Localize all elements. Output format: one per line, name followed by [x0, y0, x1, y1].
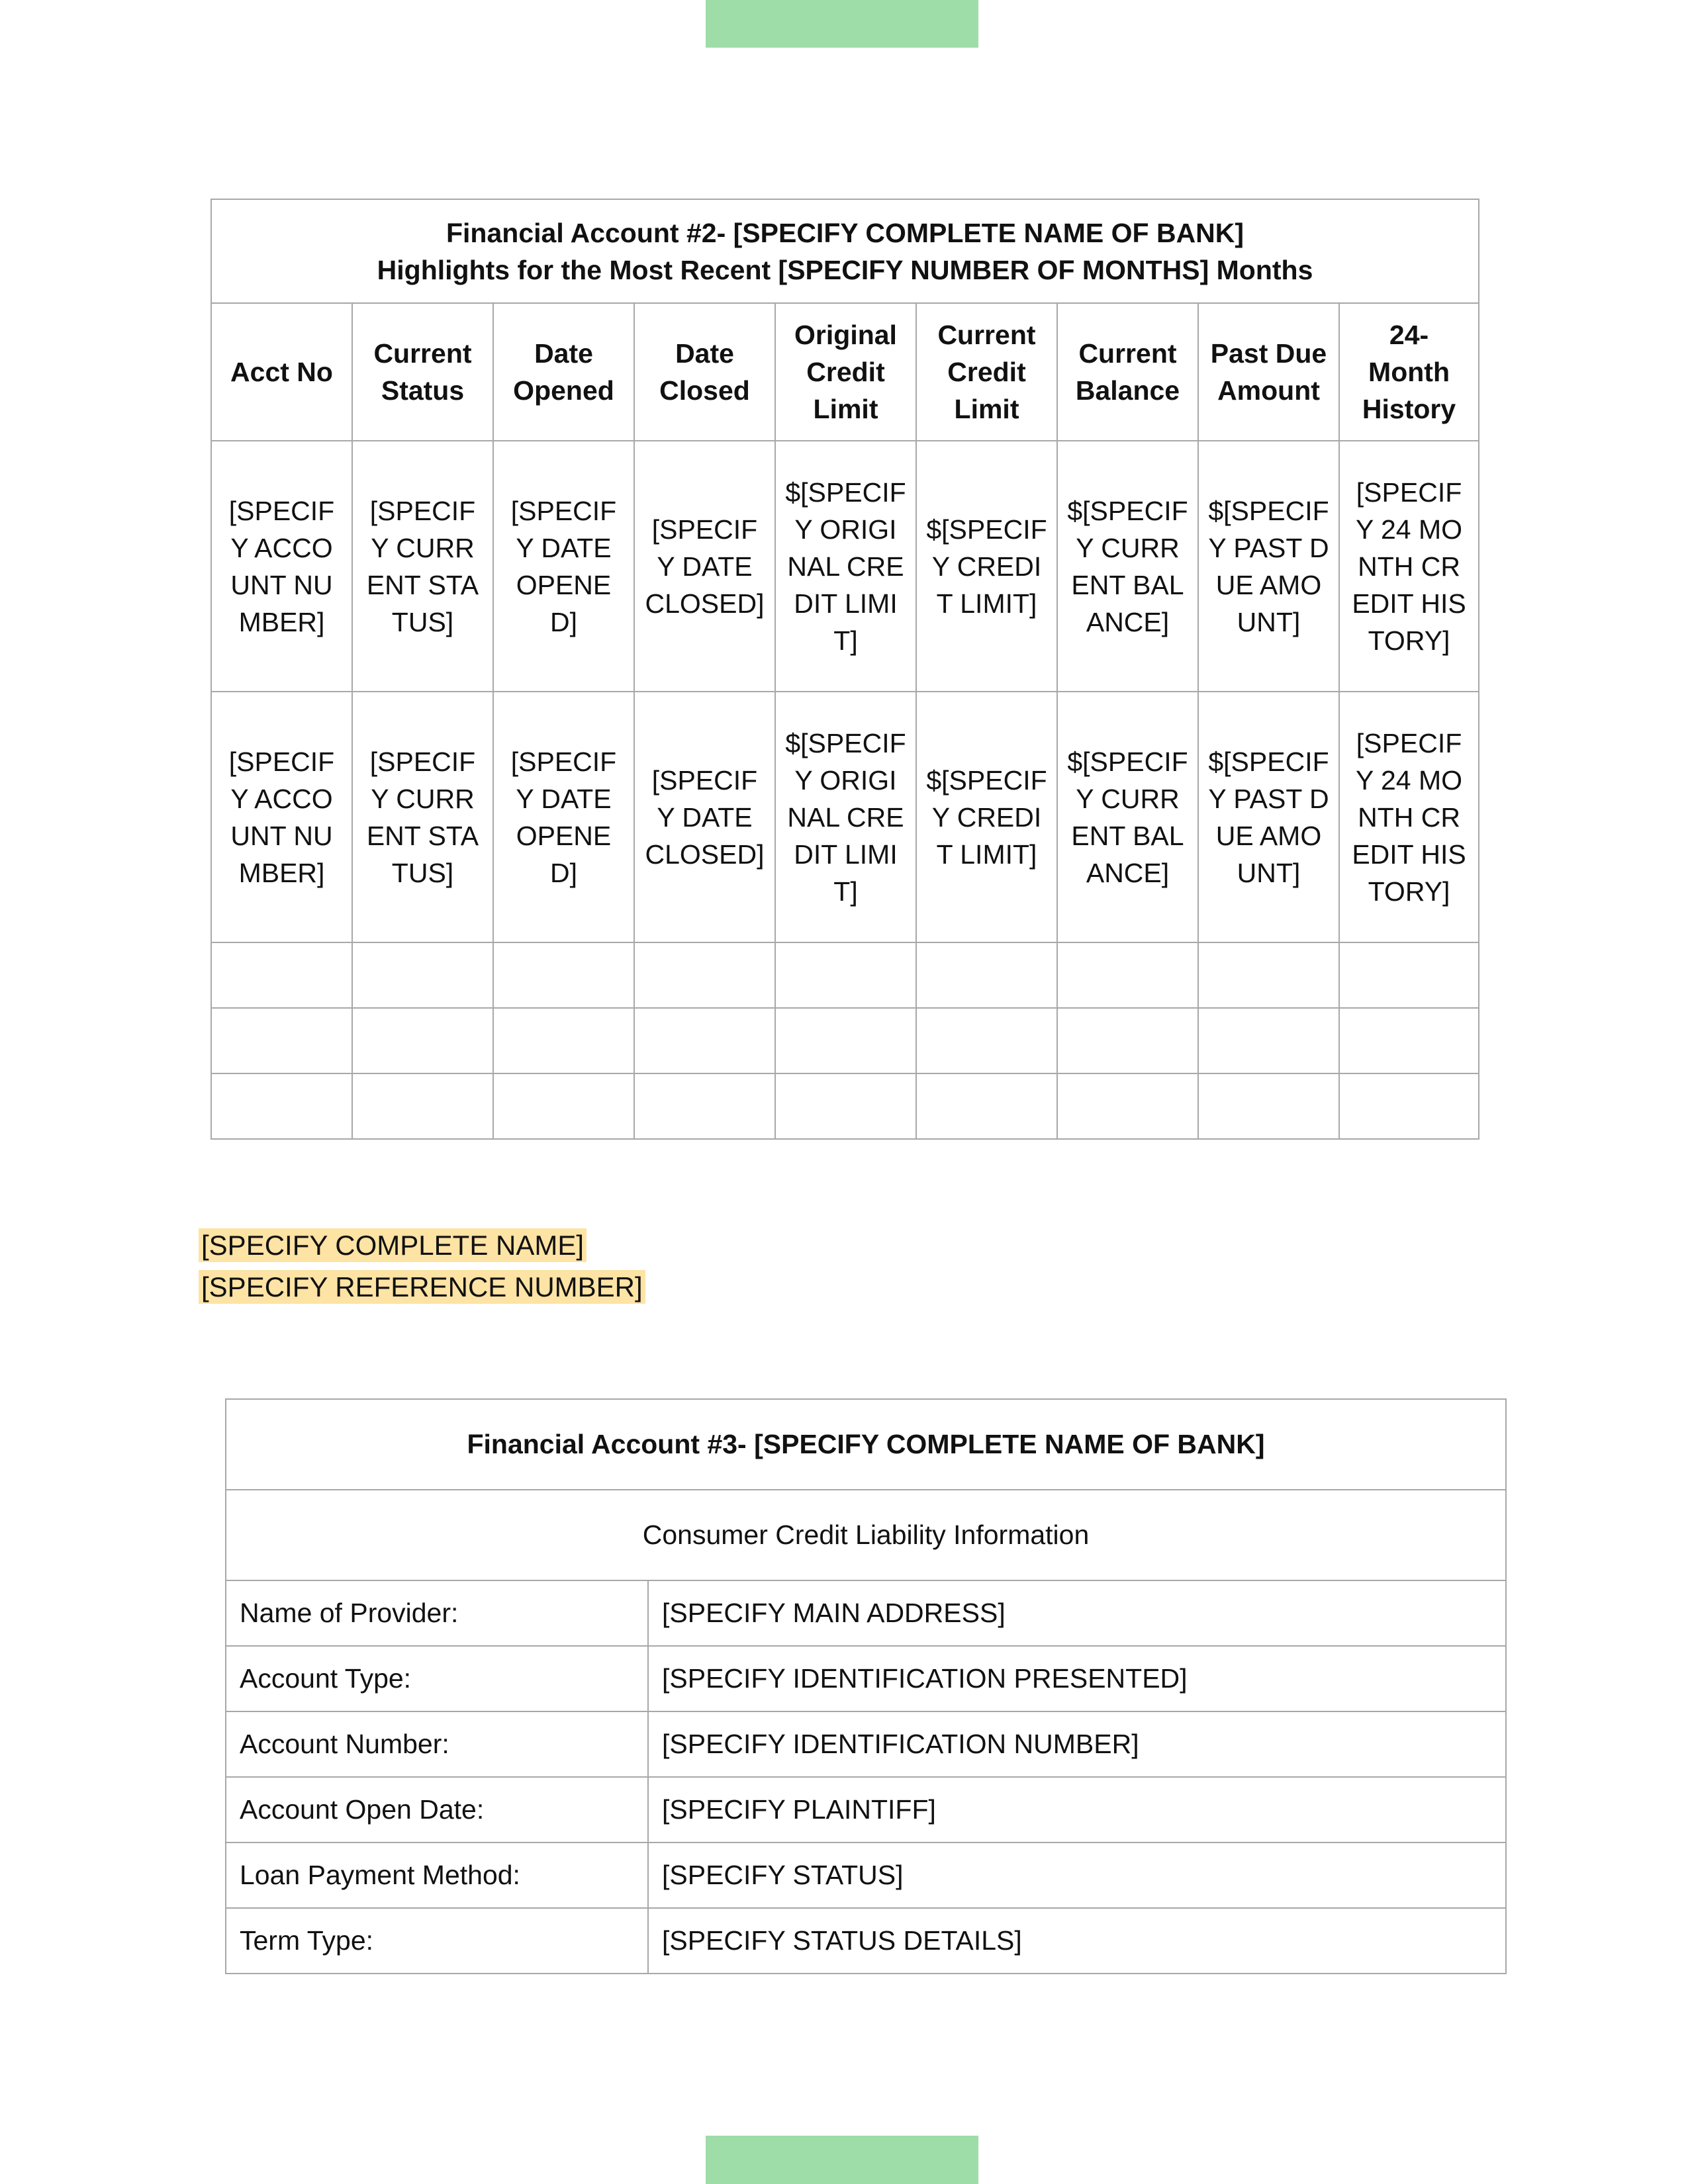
table-title-line-1: Financial Account #2- [SPECIFY COMPLETE NAME OF BANK] — [446, 217, 1244, 248]
column-header-date-closed: Date Closed — [634, 303, 775, 441]
complete-name-placeholder: [SPECIFY COMPLETE NAME] — [199, 1228, 586, 1262]
column-header-24-month-history: 24-Month History — [1339, 303, 1479, 441]
cell-date-opened: [SPECIFY DATE OPENED] — [493, 441, 634, 692]
column-header-current-balance: Current Balance — [1057, 303, 1198, 441]
column-header-date-opened: Date Opened — [493, 303, 634, 441]
reference-number-placeholder: [SPECIFY REFERENCE NUMBER] — [199, 1270, 645, 1304]
row-label-term-type: Term Type: — [226, 1908, 648, 1974]
table-row — [226, 1711, 1506, 1777]
table-row — [226, 1908, 1506, 1974]
cell-current-status: [SPECIFY CURRENT STATUS] — [352, 441, 493, 692]
table-title-line-2: Highlights for the Most Recent [SPECIFY NUMBER OF MONTHS] Months — [377, 254, 1313, 285]
cell-24-month-history: [SPECIFY 24 MONTH CREDIT HISTORY] — [1339, 441, 1479, 692]
column-header-original-credit-limit: Original Credit Limit — [775, 303, 916, 441]
row-value-term-type: [SPECIFY STATUS DETAILS] — [648, 1908, 1506, 1974]
row-label-name-of-provider: Name of Provider: — [226, 1580, 648, 1646]
column-header-current-credit-limit: Current Credit Limit — [916, 303, 1057, 441]
column-header-current-status: Current Status — [352, 303, 493, 441]
reference-number-line — [199, 1269, 645, 1306]
table-row — [226, 1580, 1506, 1646]
financial-account-2-table — [211, 199, 1479, 1140]
table-title: Financial Account #3- [SPECIFY COMPLETE NAME OF BANK] — [226, 1399, 1506, 1490]
table-row — [226, 1777, 1506, 1843]
row-label-account-number: Account Number: — [226, 1711, 648, 1777]
empty-table-row — [211, 1073, 1479, 1139]
table-row — [211, 441, 1479, 692]
cell-current-balance: $[SPECIFY CURRENT BALANCE] — [1057, 441, 1198, 692]
header-accent-bar — [706, 0, 978, 48]
row-value-account-open-date: [SPECIFY PLAINTIFF] — [648, 1777, 1506, 1843]
cell-past-due-amount: $[SPECIFY PAST DUE AMOUNT] — [1198, 441, 1339, 692]
cell-date-closed: [SPECIFY DATE CLOSED] — [634, 692, 775, 942]
cell-date-opened: [SPECIFY DATE OPENED] — [493, 692, 634, 942]
cell-current-status: [SPECIFY CURRENT STATUS] — [352, 692, 493, 942]
cell-acct-no: [SPECIFY ACCOUNT NUMBER] — [211, 441, 352, 692]
row-label-account-type: Account Type: — [226, 1646, 648, 1711]
column-header-acct-no: Acct No — [211, 303, 352, 441]
cell-past-due-amount: $[SPECIFY PAST DUE AMOUNT] — [1198, 692, 1339, 942]
cell-date-closed: [SPECIFY DATE CLOSED] — [634, 441, 775, 692]
row-value-account-type: [SPECIFY IDENTIFICATION PRESENTED] — [648, 1646, 1506, 1711]
table-row — [211, 692, 1479, 942]
row-label-account-open-date: Account Open Date: — [226, 1777, 648, 1843]
row-label-loan-payment-method: Loan Payment Method: — [226, 1843, 648, 1908]
cell-current-credit-limit: $[SPECIFY CREDIT LIMIT] — [916, 692, 1057, 942]
row-value-name-of-provider: [SPECIFY MAIN ADDRESS] — [648, 1580, 1506, 1646]
row-value-loan-payment-method: [SPECIFY STATUS] — [648, 1843, 1506, 1908]
cell-24-month-history: [SPECIFY 24 MONTH CREDIT HISTORY] — [1339, 692, 1479, 942]
empty-table-row — [211, 942, 1479, 1008]
cell-current-balance: $[SPECIFY CURRENT BALANCE] — [1057, 692, 1198, 942]
table-subtitle: Consumer Credit Liability Information — [226, 1490, 1506, 1580]
table-title — [211, 199, 1479, 303]
complete-name-line — [199, 1227, 586, 1264]
cell-original-credit-limit: $[SPECIFY ORIGINAL CREDIT LIMIT] — [775, 692, 916, 942]
column-header-past-due-amount: Past Due Amount — [1198, 303, 1339, 441]
cell-current-credit-limit: $[SPECIFY CREDIT LIMIT] — [916, 441, 1057, 692]
table-header-row — [211, 303, 1479, 441]
footer-accent-bar — [706, 2136, 978, 2184]
cell-original-credit-limit: $[SPECIFY ORIGINAL CREDIT LIMIT] — [775, 441, 916, 692]
empty-table-row — [211, 1008, 1479, 1073]
table-row — [226, 1843, 1506, 1908]
financial-account-3-table — [225, 1398, 1507, 1974]
table-row — [226, 1646, 1506, 1711]
cell-acct-no: [SPECIFY ACCOUNT NUMBER] — [211, 692, 352, 942]
row-value-account-number: [SPECIFY IDENTIFICATION NUMBER] — [648, 1711, 1506, 1777]
